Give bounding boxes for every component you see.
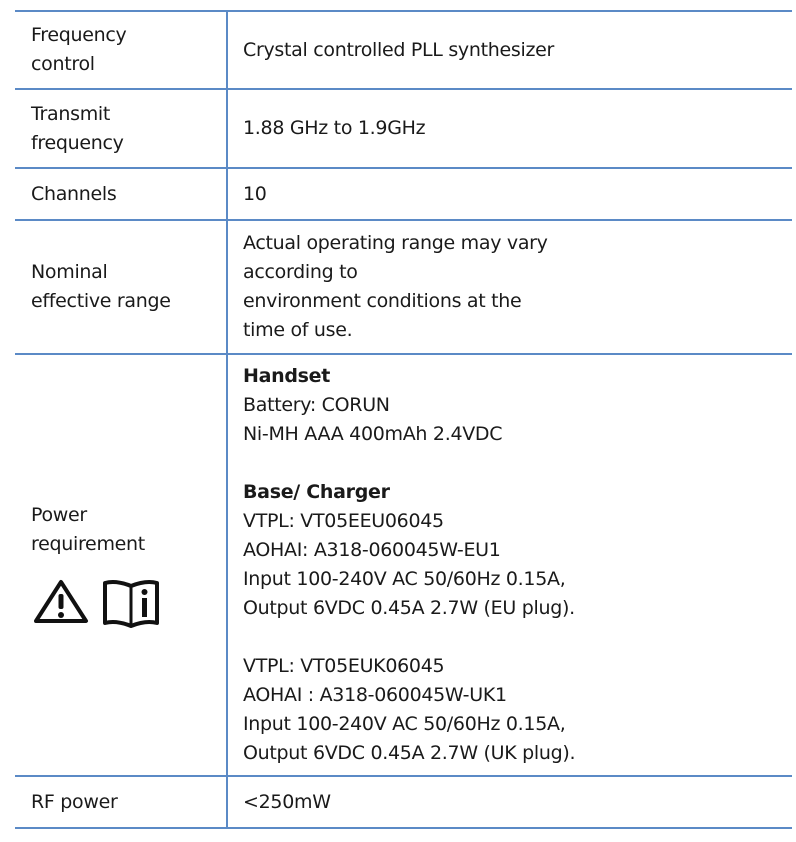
value-line: Crystal controlled PLL synthesizer <box>243 38 555 61</box>
table-row <box>15 220 792 354</box>
value-line: Input 100-240V AC 50/60Hz 0.15A, <box>243 568 566 590</box>
spec-table <box>15 10 792 829</box>
value-line: 10 <box>243 182 267 205</box>
row-label <box>15 168 227 220</box>
label-line: effective range <box>31 290 171 312</box>
value-line: Input 100-240V AC 50/60Hz 0.15A, <box>243 713 566 735</box>
warning-icon <box>31 577 91 625</box>
value-line: Actual operating range may vary <box>243 232 548 254</box>
label-line: control <box>31 53 95 75</box>
base-charger-heading: Base/ Charger <box>243 481 390 503</box>
label-line: Power <box>31 504 87 526</box>
row-label <box>15 11 227 89</box>
value-line: 1.88 GHz to 1.9GHz <box>243 117 426 139</box>
table-row <box>15 776 792 828</box>
label-line: Frequency <box>31 24 127 46</box>
value-line: according to <box>243 261 358 283</box>
row-value <box>227 168 792 220</box>
row-value <box>227 89 792 168</box>
value-line: Battery: CORUN <box>243 394 390 416</box>
table-row <box>15 11 792 89</box>
handset-heading: Handset <box>243 365 331 387</box>
manual-info-icon <box>101 577 161 629</box>
row-label <box>15 220 227 354</box>
value-line: <250mW <box>243 790 331 813</box>
value-line: time of use. <box>243 319 353 341</box>
row-label <box>15 89 227 168</box>
label-line: frequency <box>31 131 124 154</box>
value-line: AOHAI: A318-060045W-EU1 <box>243 539 501 561</box>
value-line: VTPL: VT05EUK06045 <box>243 655 445 677</box>
label-line: requirement <box>31 533 145 555</box>
table-row <box>15 89 792 168</box>
row-label <box>15 354 227 776</box>
label-line: RF power <box>31 790 118 813</box>
value-line: Ni-MH AAA 400mAh 2.4VDC <box>243 423 503 445</box>
row-value <box>227 776 792 828</box>
label-line: Channels <box>31 182 117 205</box>
label-line: Transmit <box>31 102 111 125</box>
icon-group <box>31 577 226 629</box>
value-line: VTPL: VT05EEU06045 <box>243 510 444 532</box>
row-value <box>227 220 792 354</box>
value-line: AOHAI : A318-060045W-UK1 <box>243 684 507 706</box>
row-value <box>227 11 792 89</box>
row-value <box>227 354 792 776</box>
table-row <box>15 354 792 776</box>
value-line: Output 6VDC 0.45A 2.7W (UK plug). <box>243 742 576 764</box>
value-line: Output 6VDC 0.45A 2.7W (EU plug). <box>243 597 575 619</box>
table-row <box>15 168 792 220</box>
row-label <box>15 776 227 828</box>
value-line: environment conditions at the <box>243 290 522 312</box>
label-line: Nominal <box>31 261 108 283</box>
